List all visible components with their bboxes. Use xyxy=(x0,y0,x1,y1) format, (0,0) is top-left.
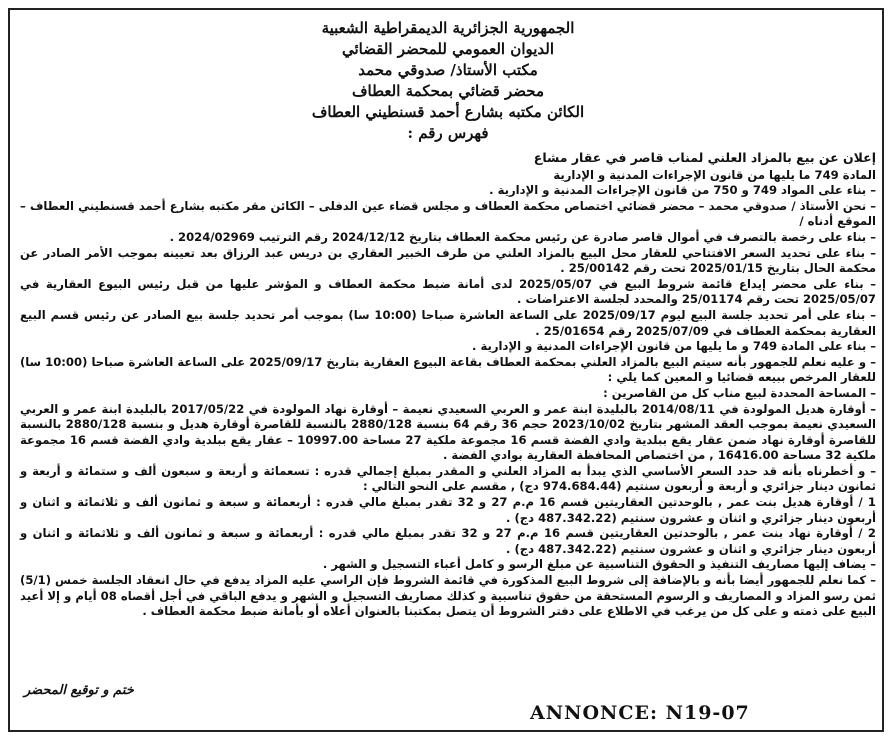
paragraph: – و أخطرناه بأنه قد حدد السعر الأساسي الذي يبدأ به المزاد العلني و المقدر بمبلغ إجمالي قدره : تسعمائة و أربعة و سبعون ألف و ستمائة و أربعة و ثمانون دينار جزائري و أربعة و أربعون سنتيم (974.684.44 دج) , مقسم على النحو التالي : xyxy=(20,463,876,494)
paragraph: – بناء على أمر تحديد جلسة البيع ليوم 2025/09/17 على الساعة العاشرة صباحا (10:00 سا) بموجب أمر تحديد جلسة بيع الصادر عن رئيس قسم البيع العقارية بمحكمة العطاف في 2025/07/09 رقم 25/01654 . xyxy=(20,307,876,338)
paragraph: – بناء على المواد 749 و 750 من قانون الإجراءات المدنية و الإدارية . xyxy=(489,183,876,198)
letterhead xyxy=(0,18,896,144)
index-number: فهرس رقم : xyxy=(407,124,489,142)
paragraph: – أوقارة هديل المولودة في 2014/08/11 بالبليدة ابنة عمر و العربي السعيدي نعيمة – أوقارة نهاد المولودة في 2017/05/22 بالبليدة ابنة عمر و العربي السعيدي نعيمة بموجب العقد المشهر بتاريخ 2023/10/02 حجم 36 رقم 64 بنسبة 2880/128 بالنسبة للقاصرة أوقارة هديل و بنسبة 2880/128 بالنسبة للقاصرة أوقارة نهاد ضمن عقار يقع ببلدية وادي الفضة قسم 16 مجموعة ملكية 27 مساحة 10997.00 – عقار يقع ببلدية وادي الفضة قسم 16 مجموعة ملكية 32 مساحة 16416.00 , من اختصاص المحافظة العقارية بوادي الفضة . xyxy=(20,401,876,463)
announcement-body xyxy=(20,150,876,620)
paragraph: – يضاف إليها مصاريف التنفيذ و الحقوق التناسبية عن مبلغ الرسو و كامل أعباء التسجيل و الشهر . xyxy=(322,557,876,572)
annonce-number: ANNONCE: N19-07 xyxy=(530,702,750,724)
paragraph: – نحن الأستاذ / صدوقي محمد – محضر قضائي اختصاص محكمة العطاف و مجلس قضاء عين الدفلى – الكائن مقر مكتبه بشارع أحمد قسنطيني العطاف – الموقع أدناه / xyxy=(20,198,876,229)
paragraph: – و عليه نعلم للجمهور بأنه سيتم البيع بالمزاد العلني بمحكمة العطاف بقاعة البيوع العقارية بتاريخ 2025/09/17 على الساعة العاشرة صباحا (10:00 سا) للعقار المرخص ببيعه قضائيا و المعين كما يلي : xyxy=(20,354,876,385)
signature-label: ختم و توقيع المحضر xyxy=(24,683,134,698)
paragraph: 2 / أوقارة نهاد بنت عمر , بالوحدتين العقاريتين قسم 16 م.م 27 و 32 تقدر بمبلغ مالي قدره : أربعمائة و سبعة و ثمانون ألف و ثلاثمائة و اثنان و أربعون دينار جزائري و اثنان و عشرون سنتيم (487.342.22 دج) . xyxy=(20,526,876,556)
office-heading: الديوان العمومي للمحضر القضائي xyxy=(341,40,555,58)
paragraph: – كما نعلم للجمهور أيضا بأنه و بالإضافة إلى شروط البيع المذكورة في قائمة الشروط فإن الراسي عليه المزاد يدفع في حال انعقاد الجلسة خمس (5/1) ثمن رسو المزاد و المصاريف و الرسوم المستحقة من حقوق تناسبية و كذلك مصاريف التسجيل و الشهر و يدفع الباقي في أجل أقصاه 08 أيام و إلا أعيد البيع على ذمته و على كل من يرغب في الاطلاع على دفتر الشروط أن يتصل بمكتبنا بالعنوان أعلاه أو بأمانة ضبط محكمة العطاف . xyxy=(20,573,876,619)
republic-heading: الجمهورية الجزائرية الديمقراطية الشعبية xyxy=(321,19,575,37)
announcement-title: إعلان عن بيع بالمزاد العلني لمناب قاصر في عقار مشاع xyxy=(533,150,876,165)
paragraph: – بناء على رخصة بالتصرف في أموال قاصر صادرة عن رئيس محكمة العطاف بتاريخ 2024/12/12 رقم الترتيب 2024/02969 . xyxy=(169,229,876,244)
office-address: الكائن مكتبه بشارع أحمد قسنطيني العطاف xyxy=(311,103,585,121)
court-heading: محضر قضائي بمحكمة العطاف xyxy=(351,82,545,100)
paragraph: – بناء على تحديد السعر الافتتاحي للعقار محل البيع بالمزاد العلني من طرف الخبير العقاري بن دريس عبد الرزاق بعد تعيينه بموجب الأمر الصادر عن محكمة الحال بتاريخ 2025/01/15 تحت رقم 25/00142 . xyxy=(20,245,876,276)
paragraph: – بناء على المادة 749 و ما يليها من قانون الإجراءات المدنية و الإدارية . xyxy=(472,339,876,354)
paragraph: 1 / أوقارة هديل بنت عمر , بالوحدتين العقاريتين قسم 16 م.م 27 و 32 تقدر بمبلغ مالي قدره : أربعمائة و سبعة و ثمانون ألف و ثلاثمائة و اثنان و أربعون دينار جزائري و اثنان و عشرون سنتيم (487.342.22 دج) . xyxy=(20,495,876,525)
bailiff-name: مكتب الأستاذ/ صدوقي محمد xyxy=(358,61,538,79)
paragraph: المادة 749 ما يليها من قانون الإجراءات المدنية و الإدارية xyxy=(553,167,876,182)
paragraph: – بناء على محضر إيداع قائمة شروط البيع في 2025/05/07 لدى أمانة ضبط محكمة العطاف و المؤشر عليها من قبل رئيس البيوع العقارية في 2025/05/07 تحت رقم 25/01174 والمحدد لجلسة الاعتراضات . xyxy=(20,276,876,307)
paragraph: – المساحة المحددة لبيع مناب كل من القاصرين : xyxy=(603,385,876,400)
